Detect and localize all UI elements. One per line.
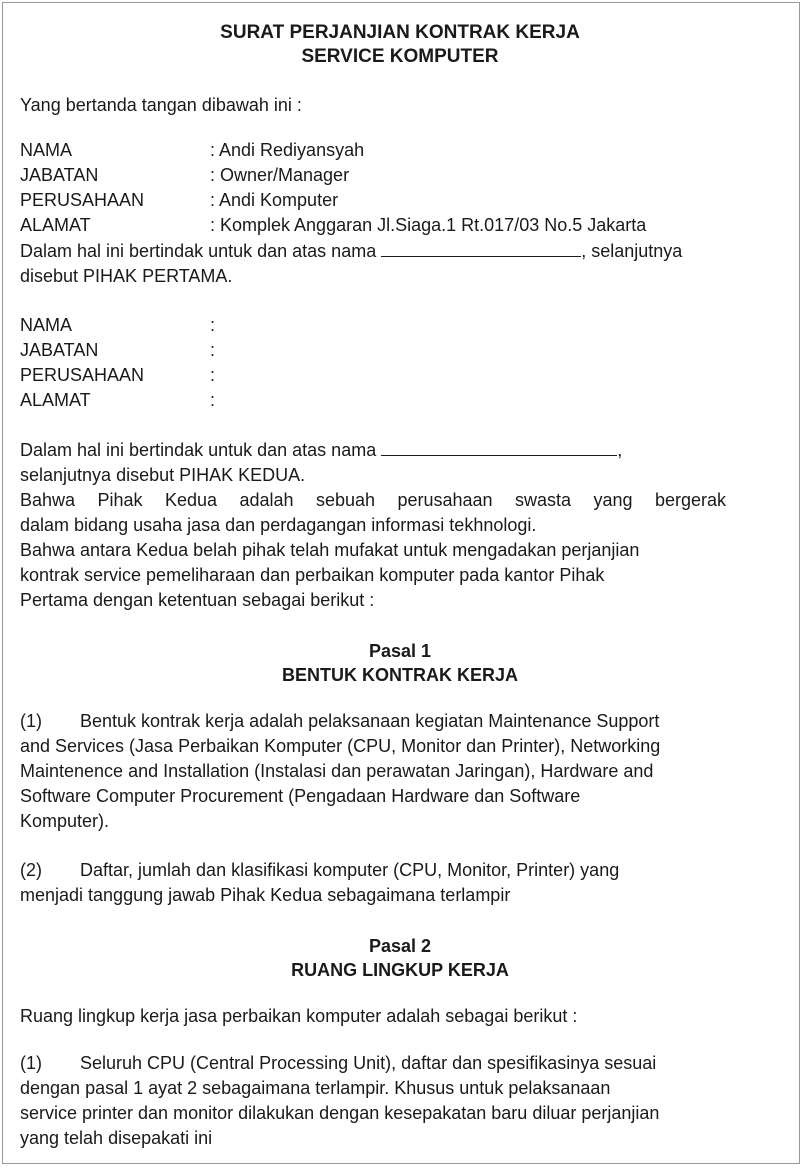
recital-line: Bahwa antara Kedua belah pihak telah mufakat untuk mengadakan perjanjian: [20, 540, 640, 560]
recital-line: dalam bidang usaha jasa dan perdagangan informasi tekhnologi.: [20, 515, 537, 535]
party1-label-perusahaan: PERUSAHAAN: [20, 190, 145, 210]
document-title: SURAT PERJANJIAN KONTRAK KERJA: [220, 22, 580, 43]
party2-value-nama: :: [210, 315, 216, 335]
recitals: [20, 488, 726, 538]
party2-designation: selanjutnya disebut PIHAK KEDUA.: [20, 465, 306, 485]
party1-value-alamat: : Komplek Anggaran Jl.Siaga.1 Rt.017/03 No.5 Jakarta: [210, 215, 647, 235]
recital-line: Pertama dengan ketentuan sebagai berikut :: [20, 590, 375, 610]
contract-document: [20, 0, 780, 1151]
intro-text: Yang bertanda tangan dibawah ini :: [20, 95, 302, 115]
item-number: (1): [20, 711, 42, 731]
party1-fields: [20, 138, 780, 238]
recitals-2: [20, 538, 755, 613]
party2-value-perusahaan: :: [210, 365, 216, 385]
party1-label-alamat: ALAMAT: [20, 215, 91, 235]
party1-value-nama: : Andi Rediyansyah: [210, 140, 365, 160]
pasal2-item1: (1) Seluruh CPU (Central Processing Unit), daftar dan spesifikasinya sesuai dengan pasal 1 ayat 2 sebagaimana terlampir. Khusus untuk pelaksanaan service printer dan monitor dilakukan dengan kesepakatan baru diluar perjanjian yang telah disepakati ini: [20, 1053, 660, 1148]
party1-label-nama: NAMA: [20, 140, 73, 160]
party1-value-jabatan: : Owner/Manager: [210, 165, 350, 185]
document-subtitle: SERVICE KOMPUTER: [301, 46, 499, 67]
party1-name-blank[interactable]: [381, 238, 581, 257]
pasal2-title: RUANG LINGKUP KERJA: [291, 960, 509, 980]
party2-name-blank[interactable]: [381, 437, 617, 456]
pasal1-title: BENTUK KONTRAK KERJA: [281, 665, 518, 685]
party2-acting: Dalam hal ini bertindak untuk dan atas nama ,: [20, 437, 780, 463]
pasal1-item1: (1) Bentuk kontrak kerja adalah pelaksanaan kegiatan Maintenance Support and Services (Jasa Perbaikan Komputer (CPU, Monitor dan Printer), Networking Maintenence and Installation (Instalasi dan perawatan Jaringan), Hardware and Software Computer Procurement (Pengadaan Hardware dan Software Komputer).: [20, 711, 661, 831]
recital-line: Bahwa Pihak Kedua adalah sebuah perusahaan swasta yang bergerak: [20, 490, 726, 510]
party2-value-alamat: :: [210, 390, 216, 410]
pasal1-item2: (2) Daftar, jumlah dan klasifikasi komputer (CPU, Monitor, Printer) yang menjadi tanggung jawab Pihak Kedua sebagaimana terlampir: [20, 860, 620, 905]
party2-label-alamat: ALAMAT: [20, 390, 91, 410]
party1-acting: Dalam hal ini bertindak untuk dan atas nama , selanjutnya: [20, 238, 780, 264]
item-number: (2): [20, 860, 42, 880]
party1-value-perusahaan: : Andi Komputer: [210, 190, 339, 210]
party2-value-jabatan: :: [210, 340, 216, 360]
pasal2-intro: Ruang lingkup kerja jasa perbaikan komputer adalah sebagai berikut :: [20, 1006, 578, 1026]
party2-label-perusahaan: PERUSAHAAN: [20, 365, 145, 385]
party2-label-nama: NAMA: [20, 315, 73, 335]
party1-label-jabatan: JABATAN: [20, 165, 99, 185]
item-number: (1): [20, 1053, 42, 1073]
recital-line: kontrak service pemeliharaan dan perbaikan komputer pada kantor Pihak: [20, 565, 605, 585]
party1-designation: disebut PIHAK PERTAMA.: [20, 266, 233, 286]
pasal1-number: Pasal 1: [368, 641, 432, 661]
party2-fields: [20, 313, 780, 413]
pasal2-number: Pasal 2: [368, 936, 432, 956]
party2-label-jabatan: JABATAN: [20, 340, 99, 360]
